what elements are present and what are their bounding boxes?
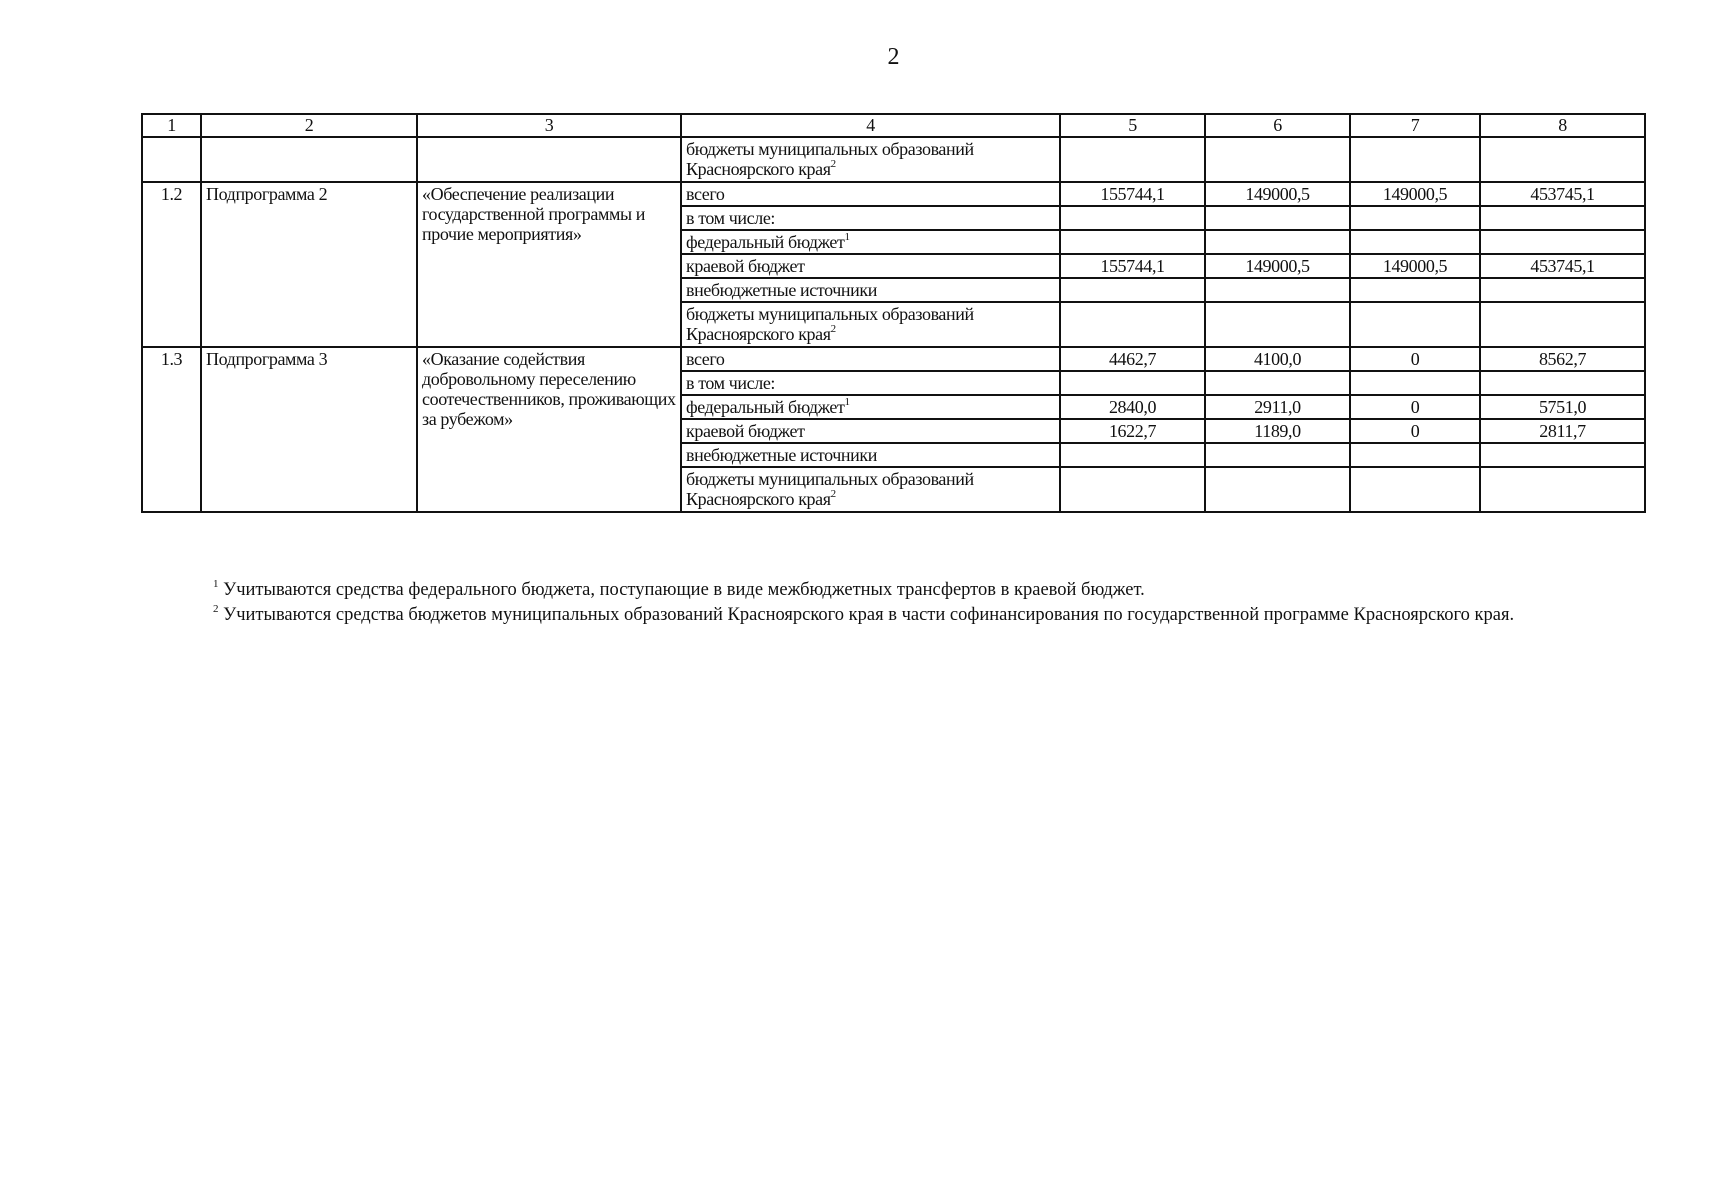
footnote-ref: 2 xyxy=(830,488,836,500)
value-cell: 0 xyxy=(1350,395,1480,419)
source-cell xyxy=(681,467,1060,512)
table-row xyxy=(142,137,1645,182)
source-cell: краевой бюджет xyxy=(681,419,1060,443)
table-cell xyxy=(201,137,417,182)
footnote-1 xyxy=(141,578,1644,603)
value-cell xyxy=(1205,230,1350,254)
source-label: федеральный бюджет xyxy=(686,232,845,252)
source-label: федеральный бюджет xyxy=(686,397,845,417)
footnote-ref: 1 xyxy=(844,396,850,408)
table-cell xyxy=(417,137,681,182)
source-cell: внебюджетные источники xyxy=(681,443,1060,467)
source-cell: всего xyxy=(681,182,1060,206)
value-cell: 8562,7 xyxy=(1480,347,1645,371)
subprogram-title: «Обеспечение реализации государственной программы и прочие мероприятия» xyxy=(417,182,681,347)
value-cell xyxy=(1205,467,1350,512)
value-cell xyxy=(1480,278,1645,302)
value-cell: 5751,0 xyxy=(1480,395,1645,419)
value-cell: 149000,5 xyxy=(1205,182,1350,206)
source-label: бюджеты муниципальных образований Красноярского края xyxy=(686,139,974,179)
source-cell xyxy=(681,230,1060,254)
table-cell xyxy=(142,137,201,182)
source-cell: всего xyxy=(681,347,1060,371)
value-cell xyxy=(1480,467,1645,512)
value-cell: 4462,7 xyxy=(1060,347,1205,371)
footnote-text: Учитываются средства федерального бюджета, поступающие в виде межбюджетных трансфертов в краевой бюджет. xyxy=(223,580,1145,600)
value-cell: 2840,0 xyxy=(1060,395,1205,419)
value-cell xyxy=(1205,302,1350,347)
value-cell: 149000,5 xyxy=(1350,254,1480,278)
value-cell xyxy=(1480,302,1645,347)
value-cell xyxy=(1205,206,1350,230)
footnotes xyxy=(141,578,1644,628)
value-cell xyxy=(1480,230,1645,254)
subprogram-name: Подпрограмма 3 xyxy=(201,347,417,512)
subprogram-name: Подпрограмма 2 xyxy=(201,182,417,347)
value-cell xyxy=(1060,206,1205,230)
value-cell: 0 xyxy=(1350,347,1480,371)
value-cell xyxy=(1060,371,1205,395)
row-index: 1.3 xyxy=(142,347,201,512)
header-cell: 8 xyxy=(1480,114,1645,137)
source-cell: внебюджетные источники xyxy=(681,278,1060,302)
value-cell xyxy=(1350,467,1480,512)
value-cell xyxy=(1205,278,1350,302)
footnote-ref: 1 xyxy=(844,231,850,243)
source-cell: в том числе: xyxy=(681,371,1060,395)
header-cell: 3 xyxy=(417,114,681,137)
value-cell: 2811,7 xyxy=(1480,419,1645,443)
footnote-ref: 2 xyxy=(830,323,836,335)
header-cell: 1 xyxy=(142,114,201,137)
table-row xyxy=(142,182,1645,206)
footnote-mark: 2 xyxy=(213,602,219,615)
value-cell: 4100,0 xyxy=(1205,347,1350,371)
header-cell: 5 xyxy=(1060,114,1205,137)
value-cell xyxy=(1480,443,1645,467)
value-cell xyxy=(1350,302,1480,347)
header-cell: 4 xyxy=(681,114,1060,137)
value-cell xyxy=(1480,137,1645,182)
value-cell xyxy=(1060,278,1205,302)
source-label: бюджеты муниципальных образований Красноярского края xyxy=(686,304,974,344)
value-cell: 149000,5 xyxy=(1205,254,1350,278)
footnote-ref: 2 xyxy=(830,158,836,170)
header-cell: 2 xyxy=(201,114,417,137)
footnote-mark: 1 xyxy=(213,577,219,590)
value-cell xyxy=(1350,443,1480,467)
value-cell: 155744,1 xyxy=(1060,254,1205,278)
value-cell xyxy=(1350,371,1480,395)
value-cell xyxy=(1205,137,1350,182)
source-cell: краевой бюджет xyxy=(681,254,1060,278)
value-cell xyxy=(1205,371,1350,395)
source-cell xyxy=(681,137,1060,182)
value-cell xyxy=(1480,371,1645,395)
source-label: бюджеты муниципальных образований Красноярского края xyxy=(686,469,974,509)
value-cell xyxy=(1350,278,1480,302)
value-cell: 453745,1 xyxy=(1480,254,1645,278)
subprogram-title: «Оказание содействия добровольному переселению соотечественников, проживающих за рубежом» xyxy=(417,347,681,512)
source-cell xyxy=(681,395,1060,419)
value-cell: 149000,5 xyxy=(1350,182,1480,206)
source-cell: в том числе: xyxy=(681,206,1060,230)
value-cell xyxy=(1060,137,1205,182)
table-row xyxy=(142,347,1645,371)
page-number: 2 xyxy=(887,44,900,70)
value-cell: 155744,1 xyxy=(1060,182,1205,206)
value-cell xyxy=(1480,206,1645,230)
value-cell: 453745,1 xyxy=(1480,182,1645,206)
footnote-2 xyxy=(141,603,1644,628)
value-cell xyxy=(1060,230,1205,254)
header-row xyxy=(142,114,1645,137)
value-cell: 1189,0 xyxy=(1205,419,1350,443)
budget-table xyxy=(141,113,1646,513)
value-cell xyxy=(1060,302,1205,347)
value-cell: 2911,0 xyxy=(1205,395,1350,419)
value-cell: 1622,7 xyxy=(1060,419,1205,443)
source-cell xyxy=(681,302,1060,347)
value-cell xyxy=(1350,206,1480,230)
header-cell: 6 xyxy=(1205,114,1350,137)
value-cell xyxy=(1350,137,1480,182)
value-cell xyxy=(1060,443,1205,467)
footnote-text: Учитываются средства бюджетов муниципальных образований Красноярского края в части софинансирования по государственной программе Красноярского края. xyxy=(223,605,1515,625)
value-cell: 0 xyxy=(1350,419,1480,443)
value-cell xyxy=(1350,230,1480,254)
header-cell: 7 xyxy=(1350,114,1480,137)
value-cell xyxy=(1205,443,1350,467)
value-cell xyxy=(1060,467,1205,512)
row-index: 1.2 xyxy=(142,182,201,347)
